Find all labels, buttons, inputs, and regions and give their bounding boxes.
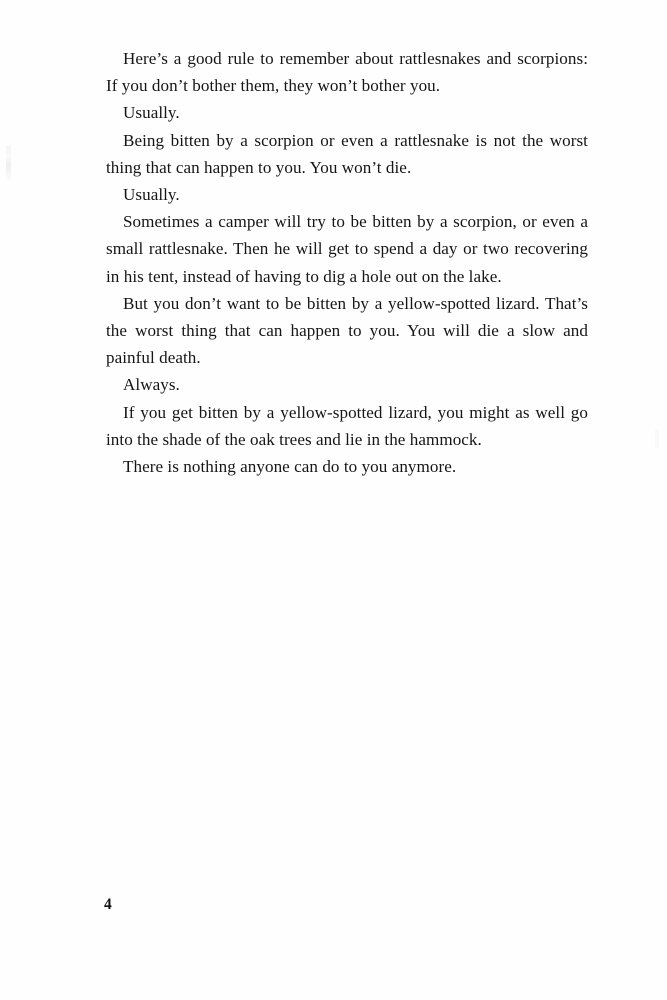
paragraph: Usually.	[123, 103, 180, 123]
paragraph: But you don’t want to be bitten by a yellow-spotted lizard. That’s the worst thing that can happen to you. You will die a slow and painful death.	[106, 293, 588, 368]
paragraph: Sometimes a camper will try to be bitten by a scorpion, or even a small rattlesnake. Then he will get to spend a day or two recovering in his tent, instead of having to dig a hole out on the lake.	[106, 212, 588, 286]
page-number: 4	[104, 896, 112, 913]
paragraph: Usually.	[123, 185, 180, 205]
paragraph: Here’s a good rule to remember about rattlesnakes and scorpions: If you don’t bother them, they won’t bother you.	[106, 49, 588, 96]
page-text-block	[106, 45, 588, 480]
scan-artifact-left	[6, 146, 11, 180]
paragraph: Being bitten by a scorpion or even a rattlesnake is not the worst thing that can happen to you. You won’t die.	[106, 130, 588, 177]
scan-artifact-right	[655, 430, 659, 448]
paragraph: If you get bitten by a yellow-spotted lizard, you might as well go into the shade of the oak trees and lie in the hammock.	[106, 402, 588, 449]
paragraph: There is nothing anyone can do to you anymore.	[123, 457, 457, 477]
paragraph: Always.	[123, 375, 180, 395]
